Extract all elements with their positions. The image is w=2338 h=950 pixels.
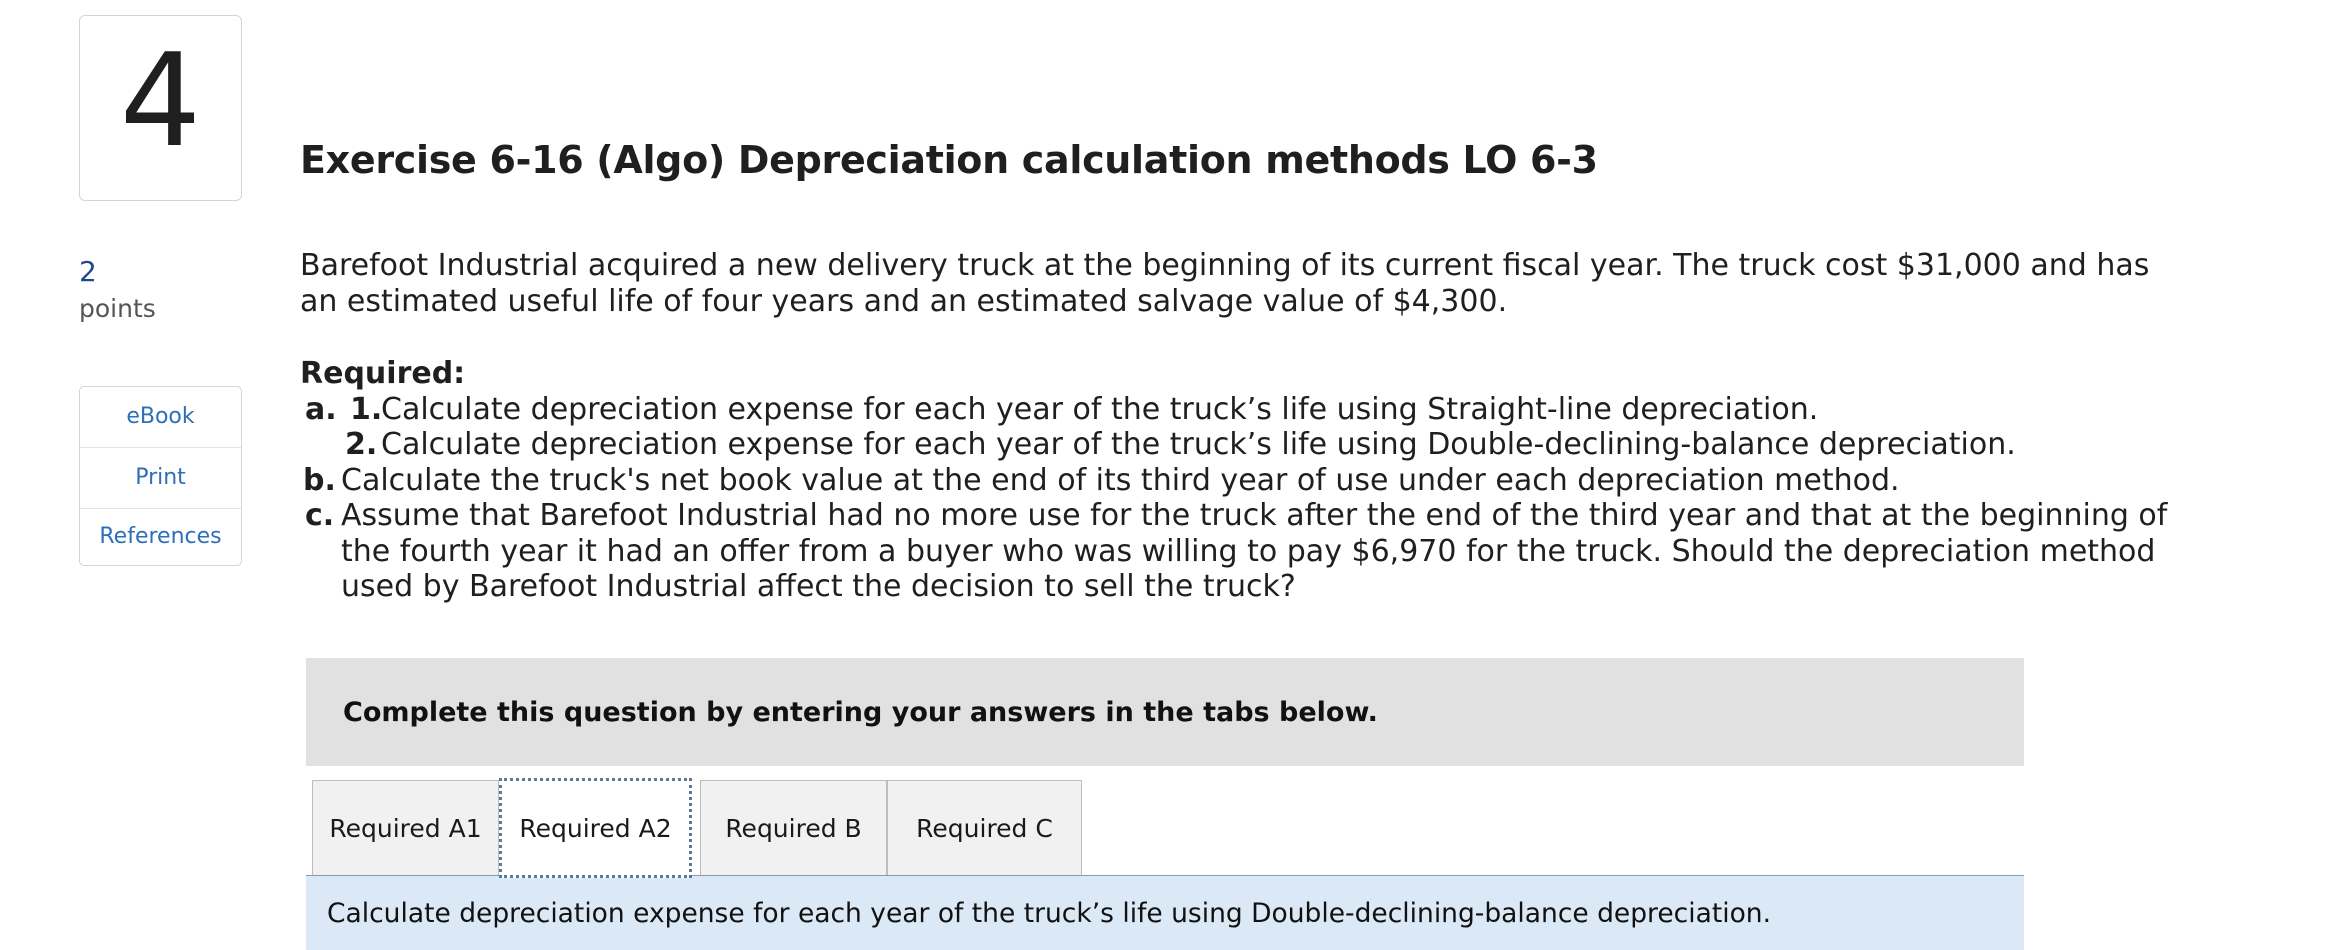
requirement-a-label: a. (305, 391, 337, 427)
print-link[interactable]: Print (80, 448, 241, 509)
requirement-c-text: Assume that Barefoot Industrial had no more use for the truck after the end of the third year and that at the beginning of the fourth year it had an offer from a buyer who was willing to pay $6,970 for the truck. Should the depreciation method used by Barefoot Industrial affect the decision to sell the truck? (341, 498, 2168, 604)
requirement-b-label: b. (303, 462, 336, 498)
question-number-box (79, 15, 242, 201)
ebook-link[interactable]: eBook (80, 387, 241, 448)
tab-required-a1[interactable]: Required A1 (312, 780, 499, 875)
requirement-b-text: Calculate the truck's net book value at the end of its third year of use under each depreciation method. (341, 462, 1900, 498)
requirement-c-label: c. (305, 498, 335, 533)
instruction-banner (306, 658, 2024, 766)
required-heading: Required: (300, 356, 466, 391)
requirement-b (300, 463, 2220, 499)
requirement-c (300, 498, 2220, 605)
points-label: points (79, 294, 156, 323)
exercise-title: Exercise 6-16 (Algo) Depreciation calculation methods LO 6-3 (300, 138, 1598, 182)
exercise-intro: Barefoot Industrial acquired a new delivery truck at the beginning of its current fiscal year. The truck cost $31,000 and has an estimated useful life of four years and an estimated salvage value of $4,300. (300, 248, 2150, 319)
points-value: 2 (79, 255, 97, 288)
tab-content-text: Calculate depreciation expense for each year of the truck’s life using Double-declining-balance depreciation. (327, 897, 1772, 929)
requirement-a1-text: Calculate depreciation expense for each year of the truck’s life using Straight-line depreciation. (381, 391, 1819, 427)
tab-content-header (306, 876, 2024, 950)
requirement-tabs (306, 776, 2024, 876)
requirement-a1 (300, 392, 2220, 428)
requirement-a2 (300, 427, 2220, 463)
references-link[interactable]: References (99, 524, 222, 549)
question-number: 4 (119, 27, 202, 176)
instruction-text: Complete this question by entering your answers in the tabs below. (343, 696, 1378, 728)
tab-required-a2[interactable]: Required A2 (499, 778, 692, 878)
requirement-a1-number: 1. (350, 391, 383, 427)
requirement-a2-number: 2. (345, 427, 378, 462)
resource-links (79, 386, 242, 566)
tab-required-c[interactable]: Required C (887, 780, 1082, 875)
tab-required-b[interactable]: Required B (700, 780, 887, 875)
requirements-section (300, 356, 2220, 605)
requirement-a2-text: Calculate depreciation expense for each year of the truck’s life using Double-declining-balance depreciation. (381, 427, 2016, 462)
